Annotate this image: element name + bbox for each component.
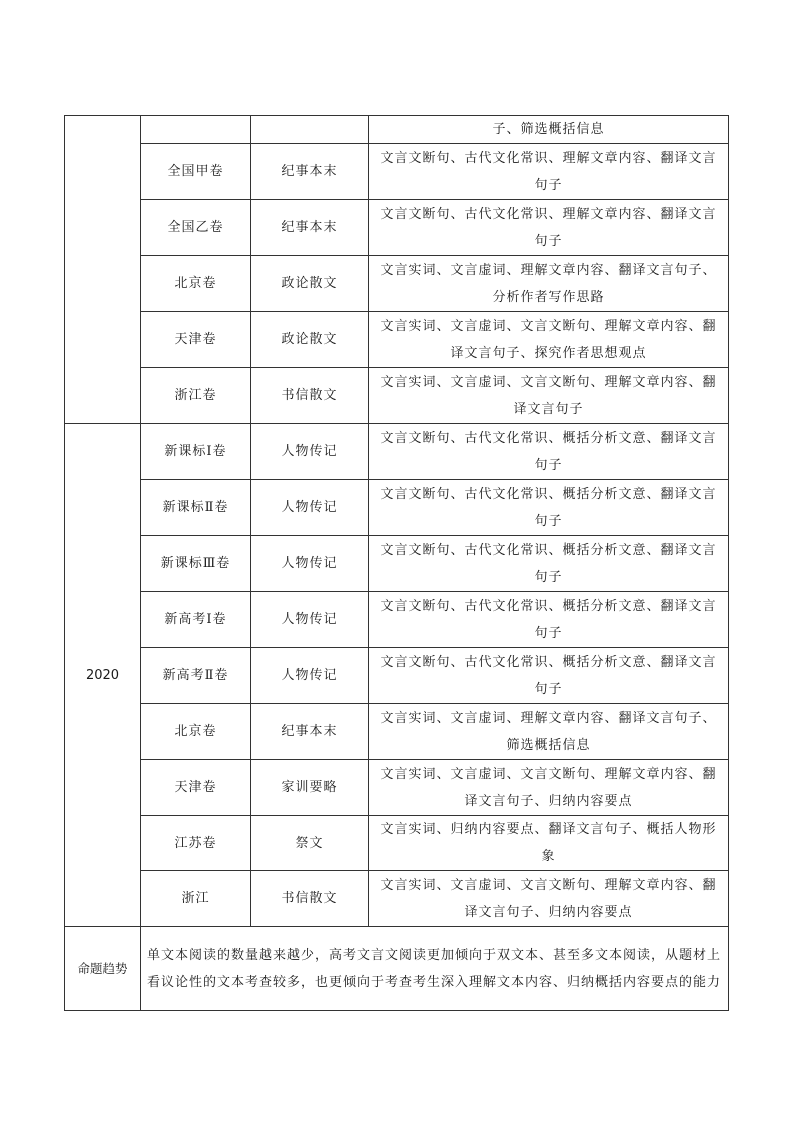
requirements-cell: 文言实词、文言虚词、文言文断句、理解文章内容、翻译文言句子 bbox=[369, 368, 729, 424]
requirements-cell: 文言实词、归纳内容要点、翻译文言句子、概括人物形象 bbox=[369, 816, 729, 871]
trend-label: 命题趋势 bbox=[65, 927, 141, 1011]
genre-cell: 人物传记 bbox=[251, 480, 369, 536]
paper-cell: 新课标Ⅱ卷 bbox=[141, 480, 251, 536]
paper-cell: 浙江 bbox=[141, 871, 251, 927]
genre-cell: 人物传记 bbox=[251, 424, 369, 480]
table-row bbox=[65, 816, 729, 871]
genre-cell: 人物传记 bbox=[251, 592, 369, 648]
paper-cell: 江苏卷 bbox=[141, 816, 251, 871]
paper-cell: 浙江卷 bbox=[141, 368, 251, 424]
table-row bbox=[65, 368, 729, 424]
requirements-cell: 子、筛选概括信息 bbox=[369, 116, 729, 144]
table-row bbox=[65, 200, 729, 256]
paper-cell: 天津卷 bbox=[141, 760, 251, 816]
paper-cell: 新课标Ⅲ卷 bbox=[141, 536, 251, 592]
paper-cell: 全国甲卷 bbox=[141, 144, 251, 200]
requirements-cell: 文言文断句、古代文化常识、概括分析文意、翻译文言句子 bbox=[369, 536, 729, 592]
genre-cell: 人物传记 bbox=[251, 648, 369, 704]
table-row bbox=[65, 312, 729, 368]
requirements-cell: 文言文断句、古代文化常识、理解文章内容、翻译文言句子 bbox=[369, 144, 729, 200]
requirements-cell: 文言文断句、古代文化常识、概括分析文意、翻译文言句子 bbox=[369, 592, 729, 648]
requirements-cell: 文言文断句、古代文化常识、概括分析文意、翻译文言句子 bbox=[369, 648, 729, 704]
paper-cell: 新高考Ⅰ卷 bbox=[141, 592, 251, 648]
table-row bbox=[65, 144, 729, 200]
paper-cell: 新高考Ⅱ卷 bbox=[141, 648, 251, 704]
table-row bbox=[65, 704, 729, 760]
genre-cell: 纪事本末 bbox=[251, 144, 369, 200]
genre-cell: 家训要略 bbox=[251, 760, 369, 816]
genre-cell: 祭文 bbox=[251, 816, 369, 871]
table-row bbox=[65, 592, 729, 648]
table-row bbox=[65, 424, 729, 480]
requirements-cell: 文言实词、文言虚词、文言文断句、理解文章内容、翻译文言句子、探究作者思想观点 bbox=[369, 312, 729, 368]
table-row bbox=[65, 871, 729, 927]
genre-cell: 政论散文 bbox=[251, 256, 369, 312]
paper-cell: 新课标Ⅰ卷 bbox=[141, 424, 251, 480]
genre-cell: 书信散文 bbox=[251, 368, 369, 424]
table-row bbox=[65, 536, 729, 592]
requirements-cell: 文言实词、文言虚词、文言文断句、理解文章内容、翻译文言句子、归纳内容要点 bbox=[369, 760, 729, 816]
genre-cell: 政论散文 bbox=[251, 312, 369, 368]
table-row bbox=[65, 648, 729, 704]
table-row bbox=[65, 256, 729, 312]
trend-row bbox=[65, 927, 729, 1011]
genre-cell: 纪事本末 bbox=[251, 704, 369, 760]
paper-cell bbox=[141, 116, 251, 144]
paper-cell: 北京卷 bbox=[141, 256, 251, 312]
requirements-cell: 文言实词、文言虚词、理解文章内容、翻译文言句子、筛选概括信息 bbox=[369, 704, 729, 760]
trend-text: 单文本阅读的数量越来越少，高考文言文阅读更加倾向于双文本、甚至多文本阅读，从题材上看议论性的文本考查较多，也更倾向于考查考生深入理解文本内容、归纳概括内容要点的能力 bbox=[141, 927, 729, 1011]
requirements-cell: 文言实词、文言虚词、理解文章内容、翻译文言句子、分析作者写作思路 bbox=[369, 256, 729, 312]
requirements-cell: 文言文断句、古代文化常识、概括分析文意、翻译文言句子 bbox=[369, 424, 729, 480]
table-row bbox=[65, 480, 729, 536]
year-cell: 2020 bbox=[65, 424, 141, 927]
requirements-cell: 文言文断句、古代文化常识、概括分析文意、翻译文言句子 bbox=[369, 480, 729, 536]
year-cell-empty bbox=[65, 116, 141, 424]
genre-cell: 书信散文 bbox=[251, 871, 369, 927]
requirements-cell: 文言实词、文言虚词、文言文断句、理解文章内容、翻译文言句子、归纳内容要点 bbox=[369, 871, 729, 927]
table-row bbox=[65, 116, 729, 144]
paper-cell: 天津卷 bbox=[141, 312, 251, 368]
table-row bbox=[65, 760, 729, 816]
exam-analysis-table bbox=[64, 115, 729, 1011]
genre-cell: 人物传记 bbox=[251, 536, 369, 592]
genre-cell: 纪事本末 bbox=[251, 200, 369, 256]
requirements-cell: 文言文断句、古代文化常识、理解文章内容、翻译文言句子 bbox=[369, 200, 729, 256]
paper-cell: 北京卷 bbox=[141, 704, 251, 760]
paper-cell: 全国乙卷 bbox=[141, 200, 251, 256]
genre-cell bbox=[251, 116, 369, 144]
